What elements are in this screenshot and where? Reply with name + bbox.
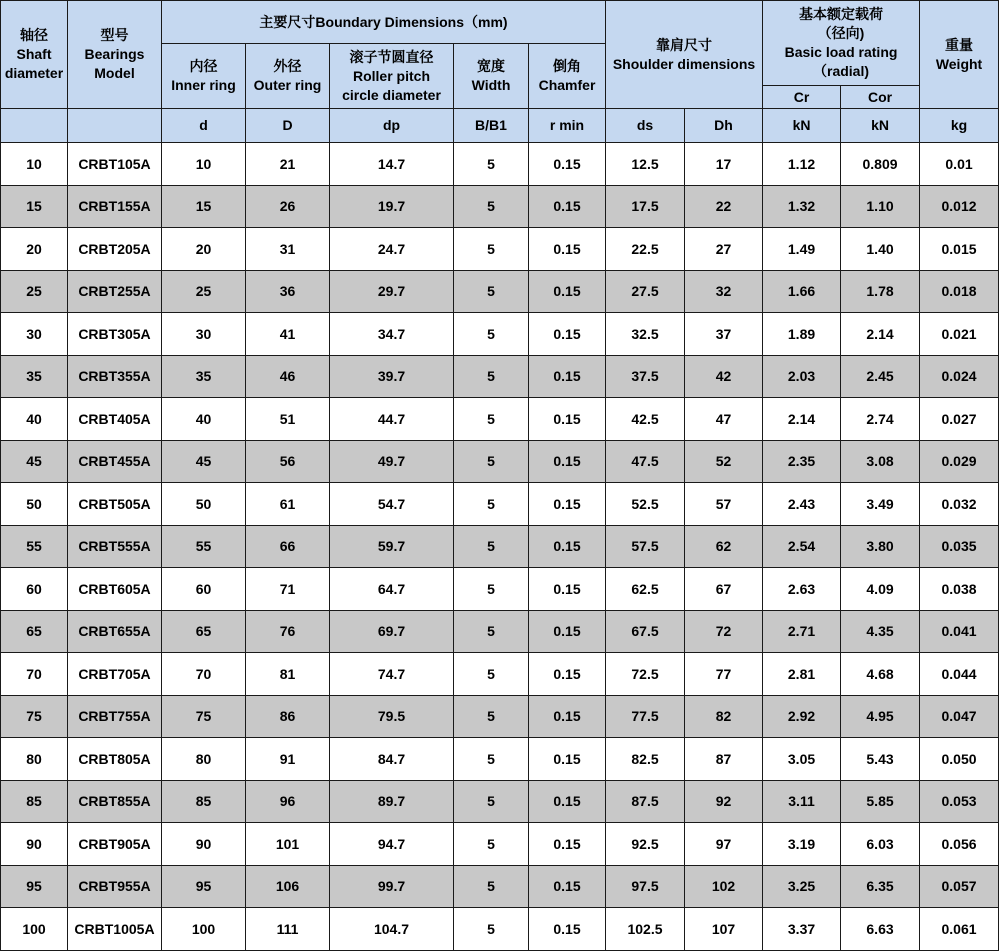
header-line: diameter — [4, 65, 64, 81]
cell-shoulder-ds: 47.5 — [606, 440, 685, 483]
cell-shaft-diameter: 25 — [1, 270, 68, 313]
cell-shoulder-ds: 92.5 — [606, 823, 685, 866]
table-row — [1, 270, 999, 313]
cell-shoulder-ds: 77.5 — [606, 695, 685, 738]
cell-load-cor: 1.78 — [841, 270, 920, 313]
units-shaft — [1, 109, 68, 143]
cell-width: 5 — [454, 398, 529, 441]
cell-bearing-model: CRBT905A — [68, 823, 162, 866]
table-row — [1, 865, 999, 908]
cell-load-cr: 3.11 — [763, 780, 841, 823]
cell-inner-diameter: 25 — [162, 270, 246, 313]
shoulder-dimensions-header — [606, 1, 763, 109]
cell-shoulder-ds: 87.5 — [606, 780, 685, 823]
shaft-diameter-header — [1, 1, 68, 109]
header-line: Chamfer — [538, 77, 596, 93]
cell-load-cr: 2.14 — [763, 398, 841, 441]
cell-bearing-model: CRBT755A — [68, 695, 162, 738]
cell-inner-diameter: 95 — [162, 865, 246, 908]
cell-load-cor: 6.63 — [841, 908, 920, 951]
cell-load-cr: 2.63 — [763, 568, 841, 611]
cell-pitch-diameter: 54.7 — [330, 483, 454, 526]
cell-shoulder-dh: 62 — [685, 525, 763, 568]
cell-shaft-diameter: 90 — [1, 823, 68, 866]
cell-bearing-model: CRBT305A — [68, 313, 162, 356]
cell-load-cor: 4.35 — [841, 610, 920, 653]
cell-weight: 0.057 — [920, 865, 999, 908]
header-line: 基本额定载荷 — [799, 6, 884, 22]
cell-pitch-diameter: 14.7 — [330, 143, 454, 186]
table-header — [1, 1, 999, 143]
cell-inner-diameter: 60 — [162, 568, 246, 611]
table-row — [1, 185, 999, 228]
cell-shaft-diameter: 15 — [1, 185, 68, 228]
cell-shoulder-dh: 42 — [685, 355, 763, 398]
cell-chamfer: 0.15 — [529, 780, 606, 823]
cell-pitch-diameter: 74.7 — [330, 653, 454, 696]
cell-pitch-diameter: 94.7 — [330, 823, 454, 866]
cell-inner-diameter: 75 — [162, 695, 246, 738]
cell-pitch-diameter: 49.7 — [330, 440, 454, 483]
cell-shaft-diameter: 35 — [1, 355, 68, 398]
cell-weight: 0.053 — [920, 780, 999, 823]
cell-chamfer: 0.15 — [529, 440, 606, 483]
cell-pitch-diameter: 64.7 — [330, 568, 454, 611]
cell-load-cor: 4.68 — [841, 653, 920, 696]
cell-chamfer: 0.15 — [529, 313, 606, 356]
cell-load-cr: 3.19 — [763, 823, 841, 866]
cell-outer-diameter: 101 — [246, 823, 330, 866]
cell-bearing-model: CRBT655A — [68, 610, 162, 653]
cell-shaft-diameter: 65 — [1, 610, 68, 653]
cell-outer-diameter: 106 — [246, 865, 330, 908]
cell-shaft-diameter: 100 — [1, 908, 68, 951]
width-header — [454, 44, 529, 109]
boundary-dimensions-header: 主要尺寸Boundary Dimensions（mm) — [162, 1, 606, 44]
cell-width: 5 — [454, 270, 529, 313]
cell-inner-diameter: 80 — [162, 738, 246, 781]
cell-shoulder-dh: 92 — [685, 780, 763, 823]
cell-load-cor: 5.43 — [841, 738, 920, 781]
cell-shoulder-dh: 32 — [685, 270, 763, 313]
cell-outer-diameter: 51 — [246, 398, 330, 441]
cell-weight: 0.021 — [920, 313, 999, 356]
cell-load-cr: 1.66 — [763, 270, 841, 313]
table-row — [1, 483, 999, 526]
cell-inner-diameter: 40 — [162, 398, 246, 441]
cell-shoulder-ds: 97.5 — [606, 865, 685, 908]
cell-weight: 0.038 — [920, 568, 999, 611]
cell-weight: 0.01 — [920, 143, 999, 186]
cell-shoulder-dh: 82 — [685, 695, 763, 738]
cell-load-cor: 3.80 — [841, 525, 920, 568]
cell-chamfer: 0.15 — [529, 270, 606, 313]
cell-inner-diameter: 100 — [162, 908, 246, 951]
cell-inner-diameter: 70 — [162, 653, 246, 696]
cell-chamfer: 0.15 — [529, 610, 606, 653]
units-model — [68, 109, 162, 143]
unit-cell-ds: ds — [606, 109, 685, 143]
cell-outer-diameter: 26 — [246, 185, 330, 228]
cell-load-cor: 6.35 — [841, 865, 920, 908]
cell-inner-diameter: 85 — [162, 780, 246, 823]
cell-weight: 0.041 — [920, 610, 999, 653]
roller-pitch-header — [330, 44, 454, 109]
cell-shaft-diameter: 80 — [1, 738, 68, 781]
bearing-model-header — [68, 1, 162, 109]
cell-shoulder-dh: 87 — [685, 738, 763, 781]
cell-outer-diameter: 81 — [246, 653, 330, 696]
table-row — [1, 823, 999, 866]
cell-shoulder-dh: 72 — [685, 610, 763, 653]
cell-shoulder-dh: 102 — [685, 865, 763, 908]
cell-bearing-model: CRBT1005A — [68, 908, 162, 951]
cell-load-cor: 0.809 — [841, 143, 920, 186]
cell-shaft-diameter: 45 — [1, 440, 68, 483]
cell-shoulder-ds: 82.5 — [606, 738, 685, 781]
unit-cell-dp: dp — [330, 109, 454, 143]
cell-bearing-model: CRBT255A — [68, 270, 162, 313]
cell-weight: 0.061 — [920, 908, 999, 951]
cell-shoulder-ds: 67.5 — [606, 610, 685, 653]
cell-pitch-diameter: 99.7 — [330, 865, 454, 908]
cell-load-cr: 2.43 — [763, 483, 841, 526]
cell-width: 5 — [454, 908, 529, 951]
cell-chamfer: 0.15 — [529, 823, 606, 866]
cell-shoulder-dh: 47 — [685, 398, 763, 441]
cell-shoulder-ds: 52.5 — [606, 483, 685, 526]
cell-outer-diameter: 66 — [246, 525, 330, 568]
cell-weight: 0.029 — [920, 440, 999, 483]
cell-load-cor: 5.85 — [841, 780, 920, 823]
cell-load-cr: 2.35 — [763, 440, 841, 483]
cell-width: 5 — [454, 355, 529, 398]
cell-bearing-model: CRBT955A — [68, 865, 162, 908]
cell-load-cor: 4.09 — [841, 568, 920, 611]
cell-inner-diameter: 35 — [162, 355, 246, 398]
unit-cell-weight: kg — [920, 109, 999, 143]
cell-load-cr: 2.71 — [763, 610, 841, 653]
cell-weight: 0.056 — [920, 823, 999, 866]
header-line: 轴径 — [20, 27, 48, 43]
cell-pitch-diameter: 104.7 — [330, 908, 454, 951]
cell-pitch-diameter: 34.7 — [330, 313, 454, 356]
cell-width: 5 — [454, 525, 529, 568]
cell-chamfer: 0.15 — [529, 908, 606, 951]
cell-shaft-diameter: 55 — [1, 525, 68, 568]
cell-outer-diameter: 91 — [246, 738, 330, 781]
cell-load-cr: 1.12 — [763, 143, 841, 186]
cell-weight: 0.044 — [920, 653, 999, 696]
table-row — [1, 653, 999, 696]
cell-weight: 0.015 — [920, 228, 999, 271]
cell-load-cor: 2.14 — [841, 313, 920, 356]
cell-load-cor: 3.49 — [841, 483, 920, 526]
cell-width: 5 — [454, 823, 529, 866]
header-line: 外径 — [273, 58, 302, 74]
cell-outer-diameter: 111 — [246, 908, 330, 951]
unit-cell-dh: Dh — [685, 109, 763, 143]
cell-shoulder-dh: 57 — [685, 483, 763, 526]
cell-shoulder-dh: 67 — [685, 568, 763, 611]
cell-pitch-diameter: 44.7 — [330, 398, 454, 441]
outer-ring-header — [246, 44, 330, 109]
cell-chamfer: 0.15 — [529, 738, 606, 781]
header-line: 内径 — [189, 58, 218, 74]
cell-shaft-diameter: 10 — [1, 143, 68, 186]
cell-inner-diameter: 30 — [162, 313, 246, 356]
inner-ring-header — [162, 44, 246, 109]
cell-shoulder-ds: 22.5 — [606, 228, 685, 271]
cell-chamfer: 0.15 — [529, 695, 606, 738]
cell-shoulder-dh: 37 — [685, 313, 763, 356]
cell-outer-diameter: 21 — [246, 143, 330, 186]
cell-load-cr: 2.03 — [763, 355, 841, 398]
cell-shoulder-dh: 77 — [685, 653, 763, 696]
cell-shaft-diameter: 95 — [1, 865, 68, 908]
cell-pitch-diameter: 69.7 — [330, 610, 454, 653]
header-line: 倒角 — [553, 58, 581, 74]
cell-chamfer: 0.15 — [529, 143, 606, 186]
cell-shoulder-ds: 102.5 — [606, 908, 685, 951]
cell-width: 5 — [454, 738, 529, 781]
cell-shaft-diameter: 60 — [1, 568, 68, 611]
unit-cell-rmin: r min — [529, 109, 606, 143]
cell-bearing-model: CRBT505A — [68, 483, 162, 526]
table-row — [1, 398, 999, 441]
cell-outer-diameter: 56 — [246, 440, 330, 483]
cell-bearing-model: CRBT855A — [68, 780, 162, 823]
cell-pitch-diameter: 79.5 — [330, 695, 454, 738]
header-line: Model — [94, 65, 135, 81]
cell-shaft-diameter: 40 — [1, 398, 68, 441]
cell-shoulder-dh: 27 — [685, 228, 763, 271]
cell-width: 5 — [454, 695, 529, 738]
cell-shoulder-dh: 22 — [685, 185, 763, 228]
cell-load-cor: 6.03 — [841, 823, 920, 866]
header-line: 重量 — [945, 36, 974, 53]
cell-width: 5 — [454, 185, 529, 228]
cell-outer-diameter: 86 — [246, 695, 330, 738]
table-row — [1, 568, 999, 611]
cell-load-cr: 3.25 — [763, 865, 841, 908]
cell-bearing-model: CRBT355A — [68, 355, 162, 398]
cell-chamfer: 0.15 — [529, 568, 606, 611]
header-line: 宽度 — [477, 58, 505, 74]
header-line: Shoulder dimensions — [612, 55, 756, 72]
table-row — [1, 738, 999, 781]
cell-bearing-model: CRBT805A — [68, 738, 162, 781]
header-line: Shaft — [16, 46, 52, 62]
cell-outer-diameter: 41 — [246, 313, 330, 356]
cell-width: 5 — [454, 228, 529, 271]
cell-load-cor: 1.10 — [841, 185, 920, 228]
cell-width: 5 — [454, 143, 529, 186]
cell-weight: 0.024 — [920, 355, 999, 398]
cell-bearing-model: CRBT605A — [68, 568, 162, 611]
cell-width: 5 — [454, 568, 529, 611]
basic-load-rating-header — [763, 1, 920, 86]
table-row — [1, 440, 999, 483]
cell-weight: 0.035 — [920, 525, 999, 568]
cell-shaft-diameter: 85 — [1, 780, 68, 823]
cell-inner-diameter: 50 — [162, 483, 246, 526]
cell-shaft-diameter: 50 — [1, 483, 68, 526]
cell-load-cr: 3.37 — [763, 908, 841, 951]
header-line: Roller pitch — [352, 67, 430, 84]
cell-pitch-diameter: 29.7 — [330, 270, 454, 313]
cell-width: 5 — [454, 483, 529, 526]
cell-chamfer: 0.15 — [529, 483, 606, 526]
unit-cell-width: B/B1 — [454, 109, 529, 143]
cell-load-cr: 2.92 — [763, 695, 841, 738]
unit-cell-cr: kN — [763, 109, 841, 143]
cell-inner-diameter: 10 — [162, 143, 246, 186]
cell-shoulder-dh: 107 — [685, 908, 763, 951]
header-line: 滚子节圆直径 — [349, 48, 434, 65]
cell-bearing-model: CRBT555A — [68, 525, 162, 568]
cell-outer-diameter: 96 — [246, 780, 330, 823]
cell-pitch-diameter: 24.7 — [330, 228, 454, 271]
cell-width: 5 — [454, 440, 529, 483]
cell-chamfer: 0.15 — [529, 185, 606, 228]
cor-header: Cor — [841, 86, 920, 109]
cell-inner-diameter: 55 — [162, 525, 246, 568]
cell-shoulder-ds: 17.5 — [606, 185, 685, 228]
cell-shoulder-dh: 52 — [685, 440, 763, 483]
cell-weight: 0.047 — [920, 695, 999, 738]
cell-bearing-model: CRBT455A — [68, 440, 162, 483]
cell-pitch-diameter: 84.7 — [330, 738, 454, 781]
cell-shoulder-ds: 12.5 — [606, 143, 685, 186]
unit-cell-D: D — [246, 109, 330, 143]
header-line: Inner ring — [171, 77, 236, 93]
cell-shoulder-ds: 37.5 — [606, 355, 685, 398]
cell-outer-diameter: 31 — [246, 228, 330, 271]
cell-weight: 0.032 — [920, 483, 999, 526]
table-row — [1, 143, 999, 186]
cell-inner-diameter: 90 — [162, 823, 246, 866]
cr-header: Cr — [763, 86, 841, 109]
cell-weight: 0.050 — [920, 738, 999, 781]
cell-inner-diameter: 20 — [162, 228, 246, 271]
cell-load-cr: 1.49 — [763, 228, 841, 271]
cell-weight: 0.012 — [920, 185, 999, 228]
cell-shoulder-ds: 72.5 — [606, 653, 685, 696]
cell-inner-diameter: 65 — [162, 610, 246, 653]
cell-weight: 0.018 — [920, 270, 999, 313]
cell-shaft-diameter: 75 — [1, 695, 68, 738]
cell-shoulder-ds: 27.5 — [606, 270, 685, 313]
cell-inner-diameter: 45 — [162, 440, 246, 483]
cell-bearing-model: CRBT155A — [68, 185, 162, 228]
table-row — [1, 525, 999, 568]
cell-load-cor: 1.40 — [841, 228, 920, 271]
cell-width: 5 — [454, 313, 529, 356]
cell-bearing-model: CRBT705A — [68, 653, 162, 696]
cell-chamfer: 0.15 — [529, 653, 606, 696]
cell-chamfer: 0.15 — [529, 355, 606, 398]
table-row — [1, 355, 999, 398]
table-row — [1, 780, 999, 823]
table-body — [1, 143, 999, 951]
cell-outer-diameter: 76 — [246, 610, 330, 653]
cell-width: 5 — [454, 865, 529, 908]
cell-load-cor: 4.95 — [841, 695, 920, 738]
cell-shaft-diameter: 20 — [1, 228, 68, 271]
cell-bearing-model: CRBT205A — [68, 228, 162, 271]
cell-width: 5 — [454, 780, 529, 823]
header-line: Weight — [935, 55, 983, 72]
unit-cell-cor: kN — [841, 109, 920, 143]
header-line: Basic load rating — [784, 44, 898, 60]
cell-weight: 0.027 — [920, 398, 999, 441]
header-line: Width — [471, 77, 511, 93]
weight-header — [920, 1, 999, 109]
cell-width: 5 — [454, 653, 529, 696]
cell-pitch-diameter: 89.7 — [330, 780, 454, 823]
header-line: 型号 — [100, 27, 129, 43]
cell-load-cr: 1.32 — [763, 185, 841, 228]
cell-outer-diameter: 71 — [246, 568, 330, 611]
cell-outer-diameter: 36 — [246, 270, 330, 313]
table-row — [1, 695, 999, 738]
cell-chamfer: 0.15 — [529, 865, 606, 908]
cell-pitch-diameter: 59.7 — [330, 525, 454, 568]
chamfer-header — [529, 44, 606, 109]
cell-load-cor: 2.74 — [841, 398, 920, 441]
cell-outer-diameter: 46 — [246, 355, 330, 398]
cell-bearing-model: CRBT105A — [68, 143, 162, 186]
table-row — [1, 908, 999, 951]
cell-inner-diameter: 15 — [162, 185, 246, 228]
cell-shoulder-ds: 57.5 — [606, 525, 685, 568]
cell-chamfer: 0.15 — [529, 228, 606, 271]
cell-shaft-diameter: 30 — [1, 313, 68, 356]
cell-shoulder-dh: 17 — [685, 143, 763, 186]
table-row — [1, 610, 999, 653]
cell-shoulder-ds: 62.5 — [606, 568, 685, 611]
cell-pitch-diameter: 19.7 — [330, 185, 454, 228]
cell-shoulder-ds: 42.5 — [606, 398, 685, 441]
cell-shoulder-ds: 32.5 — [606, 313, 685, 356]
cell-load-cr: 2.54 — [763, 525, 841, 568]
cell-load-cor: 3.08 — [841, 440, 920, 483]
header-line: Outer ring — [253, 77, 322, 93]
cell-load-cr: 3.05 — [763, 738, 841, 781]
header-line: Bearings — [84, 46, 145, 62]
cell-load-cr: 2.81 — [763, 653, 841, 696]
header-line: （radial) — [813, 63, 870, 79]
cell-bearing-model: CRBT405A — [68, 398, 162, 441]
table-row — [1, 228, 999, 271]
cell-pitch-diameter: 39.7 — [330, 355, 454, 398]
header-line: （径向) — [817, 25, 865, 41]
cell-width: 5 — [454, 610, 529, 653]
cell-shoulder-dh: 97 — [685, 823, 763, 866]
cell-outer-diameter: 61 — [246, 483, 330, 526]
cell-shaft-diameter: 70 — [1, 653, 68, 696]
unit-cell-d: d — [162, 109, 246, 143]
cell-chamfer: 0.15 — [529, 525, 606, 568]
cell-load-cr: 1.89 — [763, 313, 841, 356]
header-line: 靠肩尺寸 — [656, 36, 712, 53]
cell-load-cor: 2.45 — [841, 355, 920, 398]
cell-chamfer: 0.15 — [529, 398, 606, 441]
table-row — [1, 313, 999, 356]
header-line: circle diameter — [342, 86, 441, 103]
